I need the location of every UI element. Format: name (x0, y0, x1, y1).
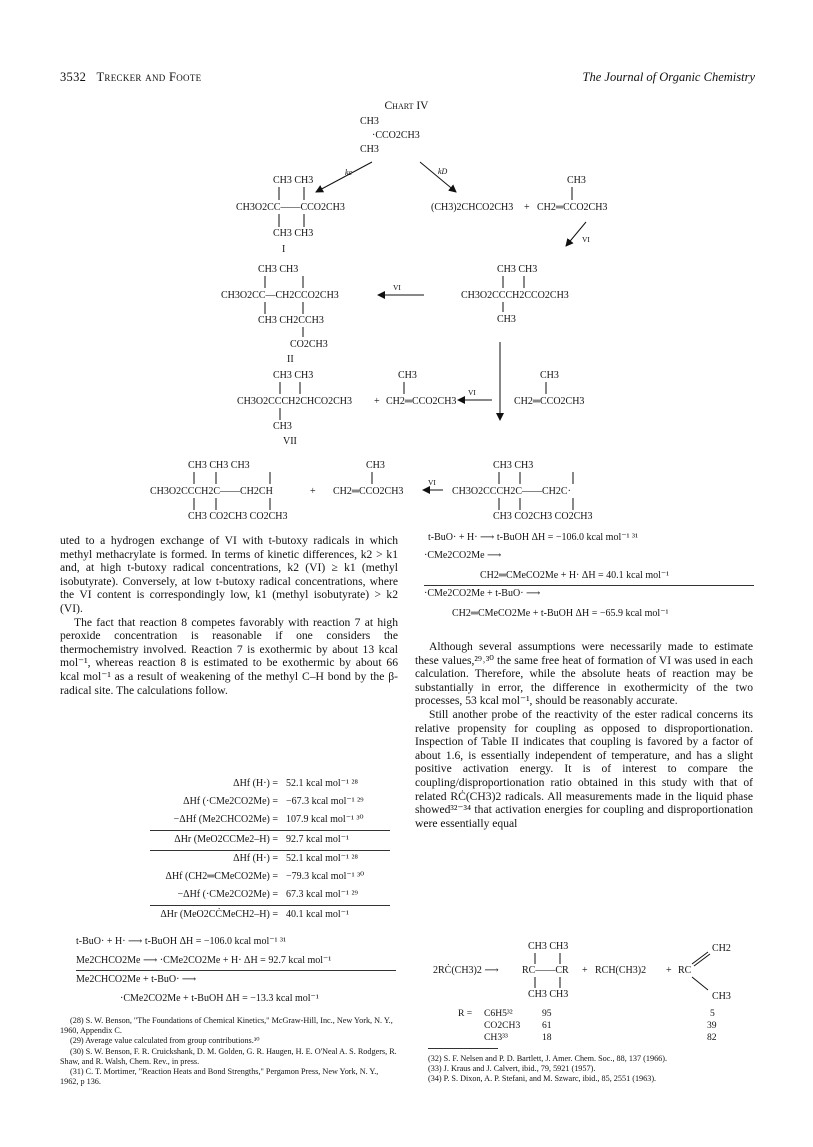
right-eq-1: t-BuO· + H· ⟶ t-BuOH ΔH = −106.0 kcal mol⁻¹ ³¹ (428, 532, 638, 543)
row2-left-main: CH3O2CC—CH2CCO2CH3 (221, 290, 339, 301)
row3-main: CH3O2CCCH2CHCO2CH3 (237, 396, 353, 407)
thermo-value-7: 67.3 kcal mol⁻¹ ²⁹ (286, 889, 358, 900)
dimer-I-label: I (282, 244, 286, 255)
dimer-I-top: CH3 CH3 (273, 175, 314, 186)
ratio-d-3: 82 (707, 1032, 717, 1043)
ratio-c-3: 18 (542, 1032, 552, 1043)
coupling-dimer-top: CH3 CH3 (528, 941, 569, 952)
row4-right-bottom: CH3 CO2CH3 CO2CH3 (493, 511, 593, 522)
coupling-alkene: RC (678, 965, 692, 976)
coupling-alkene-top: CH2 (712, 943, 731, 954)
row2-left-bottom2: CO2CH3 (290, 339, 328, 350)
row3-plus: + (374, 396, 380, 407)
row4-left-bottom: CH3 CO2CH3 CO2CH3 (188, 511, 288, 522)
thermo-value-6: −79.3 kcal mol⁻¹ ³⁰ (286, 871, 365, 882)
coupling-lhs: 2RĊ(CH3)2 ⟶ (433, 965, 499, 976)
start-radical-bottom: CH3 (360, 144, 379, 155)
coupling-alkene-bottom: CH3 (712, 991, 731, 1002)
right-eq-3a: ·CMe2CO2Me + t-BuO· ⟶ (424, 588, 541, 599)
footnote-30: (30) S. W. Benson, F. R. Cruickshank, D. M. Golden, G. R. Haugen, H. E. O'Neal A. S. Rodgers, R. Shaw, and R. Walsh, Chem. Rev., in press. (60, 1046, 397, 1066)
row4-alkene-top: CH3 (366, 460, 385, 471)
footnote-29: (29) Average value calculated from group contributions.³⁰ (70, 1036, 260, 1046)
vi-label-4: VI (428, 478, 436, 487)
coupling-dimer: RC——CR (522, 965, 569, 976)
row4-left: CH3O2CCCH2C——CH2CH (150, 486, 273, 497)
ratio-c-1: 95 (542, 1008, 552, 1019)
thermo-label-4: ΔHr (MeO2CCMe2–H) = (174, 834, 278, 845)
footnote-31: (31) C. T. Mortimer, "Reaction Heats and Bond Strengths," Pergamon Press, New York, N. Y., 1962, p 136. (60, 1067, 379, 1087)
left-column-text (60, 534, 398, 697)
ratio-r-3: CH3³³ (484, 1032, 508, 1043)
paragraph-1: uted to a hydrogen exchange of VI with t-butoxy radicals in which methyl methacrylate is formed. In terms of kinetic differences, k2 > k1 and, at high t-butoxy radical concentrations, k2 (VI) ≥ k1 (methyl isobutyrate). Conversely, at low t-butoxy radical concentrations, where the VI content is correspondingly low, k1 (methyl isobutyrate) > k2 (VI). (60, 534, 398, 615)
vi-label-1: VI (582, 235, 590, 244)
scheme-title: Chart IV (384, 100, 429, 112)
paragraph-2: The fact that reaction 8 competes favorably with reaction 7 at high peroxide concentration is reasonable if one considers the thermochemistry involved. Reaction 7 is exothermic by about 13 kcal mol⁻¹, whereas reaction 8 is estimated to be exothermic by about 66 kcal mol⁻¹ as a result of weakening of the methyl C–H bond by the β-radical site. The calculations follow. (60, 615, 398, 697)
paragraph-3: Although several assumptions were necessarily made to estimate these values,²⁹˒³⁰ the same free heat of formation of VI was used in each calculation. Therefore, while the absolute heats of reaction may be substantially in error, the difference in exothermicity of the two processes, 53 kcal mol⁻¹, should be reasonably accurate. (415, 640, 753, 708)
kc-arrow (316, 162, 372, 192)
thermo-value-5: 52.1 kcal mol⁻¹ ²⁸ (286, 853, 358, 864)
row2-right-main: CH3O2CCCH2CCO2CH3 (461, 290, 569, 301)
running-authors: Trecker and Foote (96, 70, 202, 84)
coupling-alkane: RCH(CH3)2 (595, 965, 647, 976)
plus-sign: + (524, 202, 530, 213)
thermo-label-2: ΔHf (·CMe2CO2Me) = (183, 796, 278, 807)
row4-plus: + (310, 486, 316, 497)
thermo-value-1: 52.1 kcal mol⁻¹ ²⁸ (286, 778, 358, 789)
ratio-d-2: 39 (707, 1020, 717, 1031)
kd-label: kD (438, 167, 448, 176)
thermo-label-1: ΔHf (H·) = (233, 778, 278, 789)
coupling-dimer-bottom: CH3 CH3 (528, 989, 569, 1000)
left-eq-1: t-BuO· + H· ⟶ t-BuOH ΔH = −106.0 kcal mol⁻¹ ³¹ (76, 936, 286, 947)
coupling-plus-2: + (666, 965, 672, 976)
coupling-plus-1: + (582, 965, 588, 976)
thermo-value-8: 40.1 kcal mol⁻¹ (286, 909, 349, 920)
right-eq-2a: ·CMe2CO2Me ⟶ (424, 550, 502, 561)
right-eq-2b: CH2═CMeCO2Me + H· ΔH = 40.1 kcal mol⁻¹ (480, 570, 670, 581)
row3-alkene-top: CH3 (398, 370, 417, 381)
start-radical-top: CH3 (360, 116, 379, 127)
page-number: 3532 (60, 70, 87, 84)
methyl-isobutyrate: (CH3)2CHCO2CH3 (431, 202, 514, 213)
ratio-r-1: C6H5³² (484, 1008, 513, 1019)
thermo-label-5: ΔHf (H·) = (233, 853, 278, 864)
thermo-value-2: −67.3 kcal mol⁻¹ ²⁹ (286, 796, 364, 807)
right-column-text (415, 640, 753, 830)
footnote-32: (32) S. F. Nelsen and P. D. Bartlett, J. Amer. Chem. Soc., 88, 137 (1966). (428, 1054, 668, 1063)
paragraph-4: Still another probe of the reactivity of the ester radical concerns its relative propensity for coupling as opposed to disproportionation. Inspection of Table II indicates that coupling is favored by a factor of about 1.6, is essentially independent of temperature, and has a slight positive activation energy. It is of interest to compare the coupling/disproportionation ratio obtained in this study with that of related RĊ(CH3)2 radicals. All measurements made in the liquid phase showed³²⁻³⁴ that activation energies for coupling and disproportionation were essentially equal (415, 707, 753, 830)
start-radical-center: ·CCO2CH3 (372, 130, 420, 141)
thermo-label-6: ΔHf (CH2═CMeCO2Me) = (165, 871, 278, 882)
row3-top: CH3 CH3 (273, 370, 314, 381)
right-eq-3b: CH2═CMeCO2Me + t-BuOH ΔH = −65.9 kcal mol⁻¹ (452, 608, 669, 619)
compound-II-label: II (287, 354, 294, 365)
ratio-header: R = (458, 1008, 473, 1019)
methyl-methacrylate: CH2═CCO2CH3 (537, 202, 608, 213)
ratio-c-2: 61 (542, 1020, 552, 1031)
compound-VII-label: VII (283, 436, 297, 447)
footnotes-right (428, 1054, 754, 1085)
mma-top: CH3 (567, 175, 586, 186)
row3-right-top: CH3 (540, 370, 559, 381)
reaction-scheme (0, 0, 813, 530)
thermo-label-3: −ΔHf (Me2CHCO2Me) = (173, 814, 278, 825)
dimer-I-main: CH3O2CC——CCO2CH3 (236, 202, 345, 213)
row2-left-bottom: CH3 CH2CCH3 (258, 315, 324, 326)
row2-right-bottom: CH3 (497, 314, 516, 325)
row3-right: CH2═CCO2CH3 (514, 396, 585, 407)
row4-left-top: CH3 CH3 CH3 (188, 460, 250, 471)
thermo-label-8: ΔHr (MeO2CĊMeCH2–H) = (160, 909, 278, 920)
ratio-r-2: CO2CH3 (484, 1020, 521, 1031)
row4-right: CH3O2CCCH2C——CH2C· (452, 486, 571, 497)
row3-bottom: CH3 (273, 421, 292, 432)
row4-alkene: CH2═CCO2CH3 (333, 486, 404, 497)
dimer-I-bottom: CH3 CH3 (273, 228, 314, 239)
kc-label: kc (345, 168, 353, 177)
thermo-value-3: 107.9 kcal mol⁻¹ ³⁰ (286, 814, 364, 825)
row2-right-top: CH3 CH3 (497, 264, 538, 275)
row3-alkene: CH2═CCO2CH3 (386, 396, 457, 407)
vi-label-3: VI (468, 388, 476, 397)
ratio-d-1: 5 (710, 1008, 715, 1019)
vi-label-2: VI (393, 283, 401, 292)
footnote-28: (28) S. W. Benson, "The Foundations of Chemical Kinetics," McGraw-Hill, Inc., New York, N. Y., 1960, Appendix C. (60, 1016, 393, 1036)
left-eq-3a: Me2CHCO2Me + t-BuO· ⟶ (76, 974, 197, 985)
row4-right-top: CH3 CH3 (493, 460, 534, 471)
row2-left-top: CH3 CH3 (258, 264, 299, 275)
journal-title: The Journal of Organic Chemistry (582, 70, 755, 84)
thermo-value-4: 92.7 kcal mol⁻¹ (286, 834, 349, 845)
left-eq-3b: ·CMe2CO2Me + t-BuOH ΔH = −13.3 kcal mol⁻¹ (120, 993, 319, 1004)
footnote-33: (33) J. Kraus and J. Calvert, ibid., 79, 5921 (1957). (428, 1064, 596, 1074)
thermo-label-7: −ΔHf (·CMe2CO2Me) = (177, 889, 278, 900)
left-eq-2: Me2CHCO2Me ⟶ ·CMe2CO2Me + H· ΔH = 92.7 kcal mol⁻¹ (76, 955, 332, 966)
footnote-34: (34) P. S. Dixon, A. P. Stefani, and M. Szwarc, ibid., 85, 2551 (1963). (428, 1074, 657, 1084)
footnotes-left (60, 1016, 398, 1087)
